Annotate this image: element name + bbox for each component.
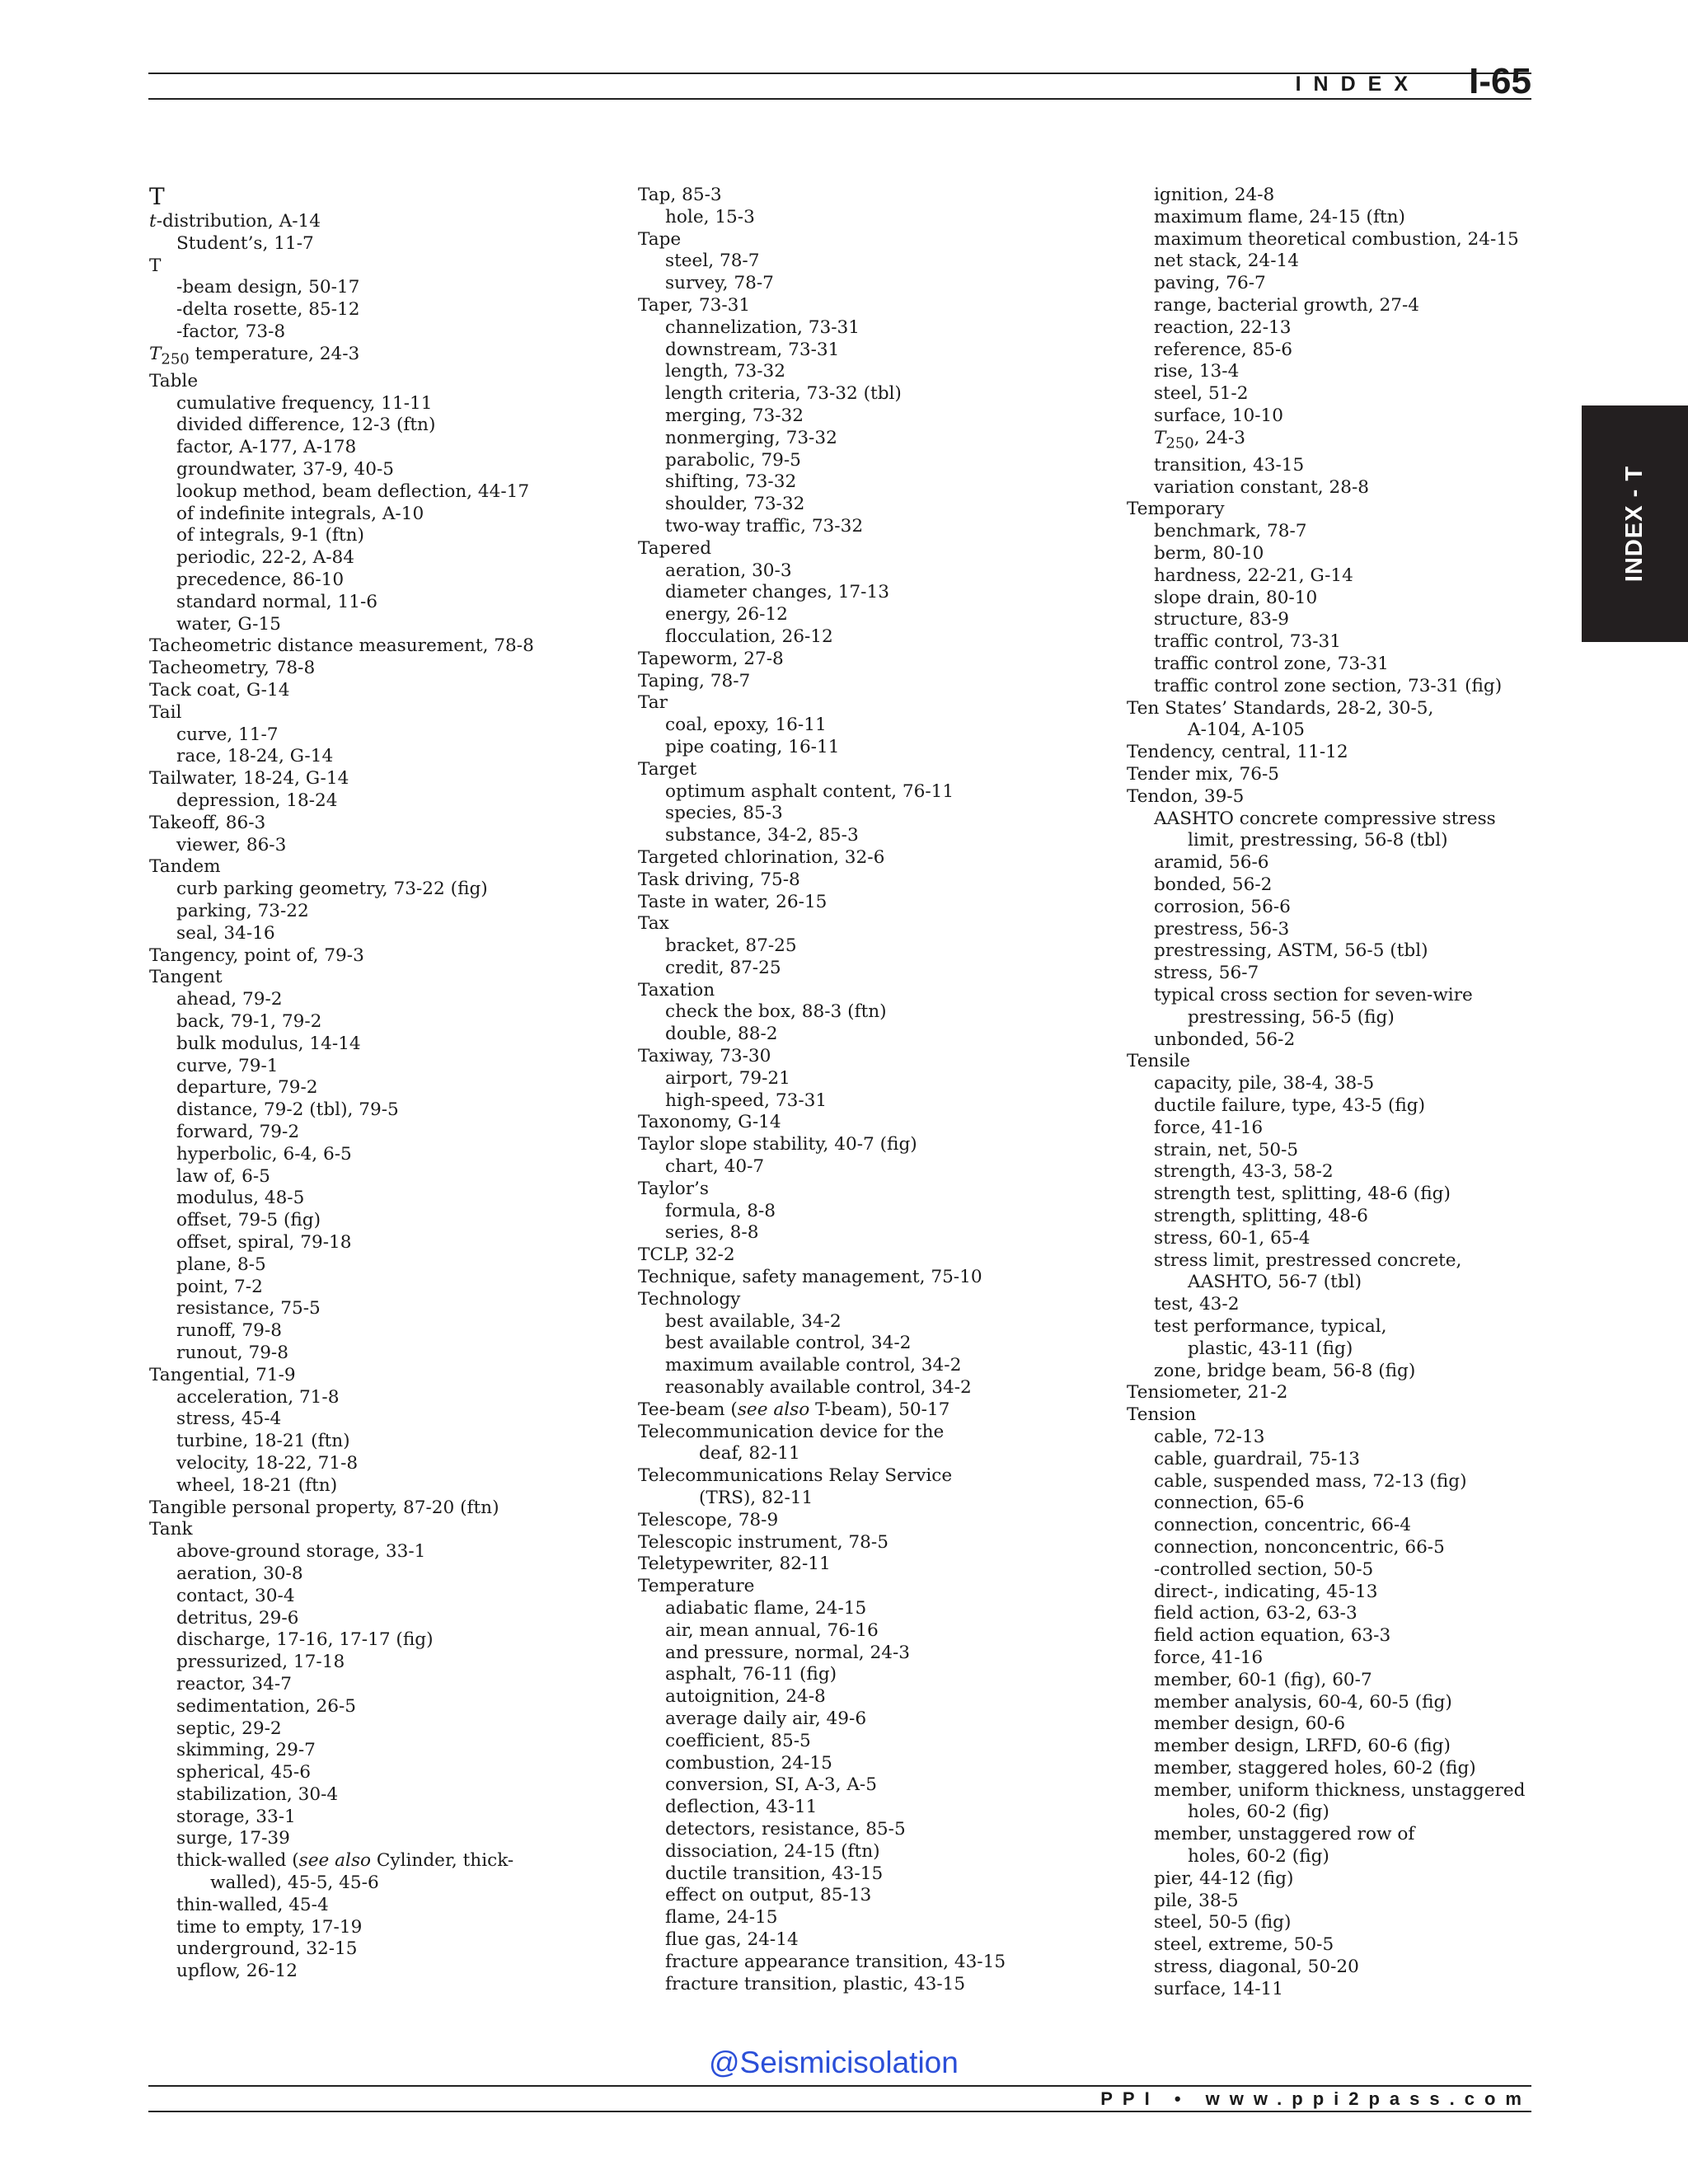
index-subentry: standard normal, 11-6 (176, 591, 377, 612)
index-heading: Tar (638, 692, 668, 714)
index-subentry: curb parking geometry, 73-22 (fig) (176, 879, 488, 900)
index-subentry: wheel, 18-21 (ftn) (176, 1474, 338, 1496)
index-subentry: stress limit, prestressed concrete, (1154, 1249, 1462, 1271)
index-subentry: autoignition, 24-8 (665, 1686, 826, 1708)
index-subentry: maximum available control, 34-2 (665, 1355, 962, 1376)
footer-publisher: PPI • www.ppi2pass.com (1100, 2088, 1531, 2109)
index-heading: Table (149, 370, 199, 391)
index-subentry: stress, diagonal, 50-20 (1154, 1957, 1359, 1978)
index-subentry: prestressing, ASTM, 56-5 (tbl) (1154, 940, 1428, 962)
index-subentry: sedimentation, 26-5 (176, 1695, 357, 1717)
index-subentry: walled), 45-5, 45-6 (210, 1872, 379, 1894)
index-subentry: pier, 44-12 (fig) (1154, 1868, 1294, 1889)
index-subentry: turbine, 18-21 (ftn) (176, 1431, 350, 1452)
index-heading: Tax (638, 913, 669, 935)
header-rule-bottom (148, 98, 1531, 100)
footer-rule-top (148, 2085, 1531, 2087)
index-subentry: survey, 78-7 (665, 273, 774, 294)
index-subentry: bracket, 87-25 (665, 935, 797, 957)
index-subentry: range, bacterial growth, 27-4 (1154, 294, 1420, 316)
index-subentry: upflow, 26-12 (176, 1961, 298, 1982)
index-subentry: reasonably available control, 34-2 (665, 1377, 972, 1399)
index-subentry: connection, nonconcentric, 66-5 (1154, 1536, 1445, 1558)
index-heading: Tapeworm, 27-8 (638, 648, 784, 669)
index-subentry: direct-, indicating, 45-13 (1154, 1581, 1378, 1602)
index-subentry: $T_{250}$, 24-3 (1154, 427, 1246, 452)
index-subentry: septic, 29-2 (176, 1718, 282, 1739)
index-subentry: seal, 34-16 (176, 922, 275, 944)
index-subentry: offset, 79-5 (fig) (176, 1210, 321, 1231)
index-subentry: formula, 8-8 (665, 1200, 776, 1221)
index-subentry: precedence, 86-10 (176, 569, 345, 591)
index-subentry: best available, 34-2 (665, 1310, 842, 1332)
index-subentry: double, 88-2 (665, 1024, 778, 1045)
index-heading: Tender mix, 76-5 (1127, 764, 1280, 785)
index-subentry: pressurized, 17-18 (176, 1652, 345, 1673)
index-subentry: test, 43-2 (1154, 1294, 1240, 1315)
index-heading: Taping, 78-7 (638, 670, 751, 691)
header-page-number: I-65 (1469, 61, 1531, 101)
index-subentry: prestressing, 56-5 (fig) (1188, 1006, 1395, 1028)
index-subentry: airport, 79-21 (665, 1067, 790, 1089)
index-subentry: force, 41-16 (1154, 1117, 1264, 1138)
index-heading: Taylor slope stability, 40-7 (fig) (638, 1134, 917, 1155)
index-subentry: departure, 79-2 (176, 1077, 318, 1099)
index-subentry: maximum theoretical combustion, 24-15 (1154, 228, 1519, 250)
index-subentry: chart, 40-7 (665, 1156, 765, 1178)
index-heading: Technology (638, 1288, 741, 1310)
index-subentry: cable, suspended mass, 72-13 (fig) (1154, 1470, 1467, 1492)
index-subentry: flame, 24-15 (665, 1907, 778, 1929)
index-subentry: bonded, 56-2 (1154, 874, 1273, 896)
index-subentry: channelization, 73-31 (665, 316, 860, 338)
index-heading: Telecommunication device for the (638, 1421, 945, 1442)
footer-rule-bottom (148, 2111, 1531, 2112)
index-subentry: paving, 76-7 (1154, 273, 1266, 294)
index-heading: Tangent (149, 967, 223, 988)
index-subentry: connection, concentric, 66-4 (1154, 1515, 1412, 1536)
index-subentry: steel, extreme, 50-5 (1154, 1934, 1334, 1956)
index-subentry: A-104, A-105 (1188, 719, 1305, 741)
index-subentry: field action, 63-2, 63-3 (1154, 1603, 1357, 1624)
index-heading: Ten States’ Standards, 28-2, 30-5, (1127, 697, 1434, 719)
index-subentry: unbonded, 56-2 (1154, 1029, 1296, 1050)
index-subentry: diameter changes, 17-13 (665, 582, 889, 603)
index-heading: Tap, 85-3 (638, 185, 722, 205)
index-subentry: substance, 34-2, 85-3 (665, 825, 859, 846)
index-subentry: offset, spiral, 79-18 (176, 1231, 352, 1253)
index-subentry: typical cross section for seven-wire (1154, 985, 1473, 1005)
index-heading: Technique, safety management, 75-10 (638, 1267, 982, 1288)
index-subentry: average daily air, 49-6 (665, 1708, 867, 1729)
index-subentry: member, staggered holes, 60-2 (fig) (1154, 1757, 1476, 1779)
index-subentry: detritus, 29-6 (176, 1607, 299, 1629)
index-subentry: curve, 79-1 (176, 1055, 279, 1076)
index-subentry: parabolic, 79-5 (665, 449, 801, 471)
index-subentry: back, 79-1, 79-2 (176, 1011, 322, 1032)
index-subentry: forward, 79-2 (176, 1121, 300, 1142)
index-subentry: traffic control, 73-31 (1154, 631, 1341, 653)
index-subentry: variation constant, 28-8 (1154, 476, 1369, 498)
index-subentry: series, 8-8 (665, 1222, 759, 1244)
index-subentry: plastic, 43-11 (fig) (1188, 1338, 1353, 1359)
index-subentry: surge, 17-39 (176, 1828, 290, 1849)
index-subentry: member analysis, 60-4, 60-5 (fig) (1154, 1691, 1452, 1713)
index-subentry: curve, 11-7 (176, 724, 279, 745)
index-subentry: factor, A-177, A-178 (176, 437, 357, 458)
index-subentry: aeration, 30-3 (665, 560, 792, 581)
index-subentry: underground, 32-15 (176, 1938, 358, 1960)
index-subentry: reactor, 34-7 (176, 1673, 292, 1694)
index-subentry: member design, LRFD, 60-6 (fig) (1154, 1736, 1451, 1757)
index-subentry: cable, guardrail, 75-13 (1154, 1448, 1360, 1469)
index-subentry: contact, 30-4 (176, 1585, 295, 1606)
index-subentry: member design, 60-6 (1154, 1713, 1346, 1735)
index-subentry: acceleration, 71-8 (176, 1386, 340, 1408)
index-subentry: steel, 78-7 (665, 251, 760, 272)
index-subentry: asphalt, 76-11 (fig) (665, 1664, 837, 1685)
index-heading: Tank (149, 1519, 193, 1540)
index-heading: Tensiometer, 21-2 (1127, 1382, 1288, 1404)
index-subentry: steel, 50-5 (fig) (1154, 1912, 1292, 1933)
index-subentry: detectors, resistance, 85-5 (665, 1818, 906, 1840)
index-subentry: distance, 79-2 (tbl), 79-5 (176, 1099, 399, 1121)
index-heading: Taxonomy, G-14 (638, 1112, 781, 1133)
index-subentry: species, 85-3 (665, 803, 783, 824)
index-subentry: strength, splitting, 48-6 (1154, 1205, 1368, 1226)
index-subentry: shoulder, 73-32 (665, 494, 805, 515)
index-subentry: cable, 72-13 (1154, 1426, 1265, 1447)
index-heading: TCLP, 32-2 (638, 1244, 735, 1266)
index-subentry: best available control, 34-2 (665, 1333, 912, 1354)
index-heading: Taxiway, 73-30 (638, 1046, 771, 1067)
index-subentry: depression, 18-24 (176, 790, 338, 812)
index-subentry: slope drain, 80-10 (1154, 587, 1318, 608)
index-subentry: downstream, 73-31 (665, 339, 840, 360)
index-subentry: aeration, 30-8 (176, 1563, 303, 1584)
index-subentry: ductile failure, type, 43-5 (fig) (1154, 1094, 1426, 1116)
index-subentry: groundwater, 37-9, 40-5 (176, 459, 395, 480)
index-subentry: storage, 33-1 (176, 1806, 296, 1827)
index-subentry: Student’s, 11-7 (176, 232, 314, 254)
index-heading: Task driving, 75-8 (638, 869, 800, 890)
index-subentry: fracture appearance transition, 43-15 (665, 1951, 1006, 1972)
index-subentry: (TRS), 82-11 (699, 1488, 814, 1509)
index-subentry: high-speed, 73-31 (665, 1090, 828, 1111)
index-heading: Tapered (638, 537, 712, 559)
index-subentry: corrosion, 56-6 (1154, 896, 1291, 917)
index-subentry: hyperbolic, 6-4, 6-5 (176, 1143, 352, 1165)
header-section-word: INDEX (1295, 73, 1420, 96)
index-side-tab (1582, 405, 1688, 642)
index-subentry: water, G-15 (176, 613, 281, 635)
index-subentry: stabilization, 30-4 (176, 1783, 339, 1805)
index-subentry: deflection, 43-11 (665, 1797, 818, 1818)
index-subentry: -beam design, 50-17 (176, 277, 360, 298)
index-subentry: shifting, 73-32 (665, 471, 797, 493)
index-subentry: divided difference, 12-3 (ftn) (176, 415, 436, 436)
index-heading: Tacheometric distance measurement, 78-8 (149, 635, 534, 657)
index-subentry: thin-walled, 45-4 (176, 1894, 329, 1915)
index-subentry: stress, 60-1, 65-4 (1154, 1227, 1311, 1249)
index-heading: Tack coat, G-14 (149, 680, 290, 701)
index-subentry: aramid, 56-6 (1154, 852, 1269, 874)
index-subentry: holes, 60-2 (fig) (1188, 1802, 1329, 1823)
index-subentry: -factor, 73-8 (176, 321, 286, 342)
index-subentry: AASHTO, 56-7 (tbl) (1188, 1272, 1362, 1293)
index-subentry: check the box, 88-3 (ftn) (665, 1001, 887, 1023)
index-subentry: stress, 56-7 (1154, 963, 1259, 984)
index-subentry: stress, 45-4 (176, 1408, 282, 1430)
index-subentry: plane, 8-5 (176, 1254, 266, 1275)
section-letter: T (149, 183, 165, 210)
index-column-3 (1127, 185, 1555, 2001)
index-heading: Teletypewriter, 82-11 (638, 1554, 831, 1575)
index-subentry: lookup method, beam deflection, 44-17 (176, 480, 530, 502)
index-subentry: spherical, 45-6 (176, 1762, 311, 1783)
index-heading: Tail (149, 701, 182, 723)
index-subentry: ignition, 24-8 (1154, 185, 1275, 205)
index-heading: Tee-beam (see also T-beam), 50-17 (638, 1399, 950, 1420)
index-subentry: surface, 14-11 (1154, 1978, 1284, 1999)
index-subentry: viewer, 86-3 (176, 834, 287, 855)
index-subentry: of indefinite integrals, A-10 (176, 503, 424, 524)
index-subentry: merging, 73-32 (665, 405, 804, 426)
index-subentry: reaction, 22-13 (1154, 316, 1292, 338)
index-subentry: energy, 26-12 (665, 604, 788, 626)
index-subentry: force, 41-16 (1154, 1647, 1264, 1668)
index-subentry: benchmark, 78-7 (1154, 521, 1307, 542)
index-subentry: modulus, 48-5 (176, 1188, 305, 1209)
index-subentry: holes, 60-2 (fig) (1188, 1846, 1329, 1868)
index-subentry: length criteria, 73-32 (tbl) (665, 383, 902, 405)
index-subentry: ahead, 79-2 (176, 989, 283, 1010)
index-heading: Taste in water, 26-15 (638, 891, 828, 912)
index-subentry: surface, 10-10 (1154, 405, 1284, 426)
index-subentry: time to empty, 17-19 (176, 1916, 363, 1938)
index-subentry: AASHTO concrete compressive stress (1154, 808, 1496, 829)
index-subentry: hole, 15-3 (665, 206, 755, 227)
index-subentry: structure, 83-9 (1154, 609, 1290, 630)
index-heading: Tailwater, 18-24, G-14 (149, 768, 349, 790)
index-heading: Telescope, 78-9 (638, 1509, 779, 1530)
index-subentry: deaf, 82-11 (699, 1443, 800, 1465)
index-subentry: runout, 79-8 (176, 1342, 288, 1363)
index-heading: Telecommunications Relay Service (638, 1465, 953, 1487)
index-subentry: nonmerging, 73-32 (665, 427, 837, 448)
index-subentry: and pressure, normal, 24-3 (665, 1642, 911, 1663)
index-subentry: steel, 51-2 (1154, 383, 1249, 405)
index-subentry: strength test, splitting, 48-6 (fig) (1154, 1183, 1451, 1205)
index-subentry: conversion, SI, A-3, A-5 (665, 1774, 877, 1796)
index-heading: Taylor’s (638, 1178, 709, 1199)
index-subentry: berm, 80-10 (1154, 543, 1264, 565)
index-subentry: reference, 85-6 (1154, 339, 1292, 360)
index-subentry: fracture transition, plastic, 43-15 (665, 1973, 966, 1994)
index-subentry: traffic control zone section, 73-31 (fig) (1154, 675, 1503, 696)
index-subentry: member, uniform thickness, unstaggered (1154, 1779, 1526, 1801)
index-subentry: of integrals, 9-1 (ftn) (176, 525, 364, 546)
index-heading: Temperature (638, 1576, 755, 1597)
index-subentry: member, unstaggered row of (1154, 1824, 1415, 1845)
index-heading: Taper, 73-31 (638, 294, 751, 316)
index-heading: Tangency, point of, 79-3 (149, 944, 364, 966)
index-heading: Tension (1127, 1404, 1197, 1426)
index-subentry: transition, 43-15 (1154, 454, 1305, 476)
index-subentry: capacity, pile, 38-4, 38-5 (1154, 1073, 1375, 1094)
index-subentry: field action equation, 63-3 (1154, 1625, 1391, 1647)
index-subentry: coal, epoxy, 16-11 (665, 715, 827, 736)
index-heading: $T_{250}$ temperature, 24-3 (149, 343, 360, 368)
index-subentry: runoff, 79-8 (176, 1320, 282, 1342)
index-subentry: bulk modulus, 14-14 (176, 1033, 361, 1054)
index-column-1 (149, 185, 611, 1983)
side-tab-label: INDEX - T (1621, 465, 1648, 583)
index-subentry: above-ground storage, 33-1 (176, 1541, 426, 1563)
index-subentry: prestress, 56-3 (1154, 918, 1290, 940)
index-heading: Tacheometry, 78-8 (149, 658, 316, 679)
index-column-2 (638, 185, 1100, 1995)
index-subentry: credit, 87-25 (665, 957, 781, 978)
index-subentry: effect on output, 85-13 (665, 1885, 872, 1906)
index-subentry: cumulative frequency, 11-11 (176, 392, 433, 414)
index-subentry: limit, prestressing, 56-8 (tbl) (1188, 830, 1448, 851)
index-subentry: dissociation, 24-15 (ftn) (665, 1840, 880, 1862)
index-heading: Tendency, central, 11-12 (1127, 742, 1348, 763)
index-subentry: point, 7-2 (176, 1276, 263, 1297)
index-subentry: traffic control zone, 73-31 (1154, 654, 1389, 675)
index-subentry: thick-walled (see also Cylinder, thick- (176, 1850, 514, 1872)
index-heading: Tape (638, 228, 682, 250)
index-subentry: skimming, 29-7 (176, 1740, 316, 1761)
index-heading: Tangential, 71-9 (149, 1364, 296, 1385)
index-subentry: discharge, 17-16, 17-17 (fig) (176, 1629, 434, 1651)
index-subentry: test performance, typical, (1154, 1315, 1387, 1337)
index-subentry: rise, 13-4 (1154, 361, 1240, 382)
index-subentry: law of, 6-5 (176, 1165, 270, 1187)
index-subentry: pipe coating, 16-11 (665, 736, 840, 757)
index-heading: Tendon, 39-5 (1127, 785, 1245, 807)
index-subentry: combustion, 24-15 (665, 1752, 832, 1774)
index-subentry: pile, 38-5 (1154, 1890, 1239, 1911)
index-subentry: strength, 43-3, 58-2 (1154, 1161, 1334, 1183)
index-subentry: two-way traffic, 73-32 (665, 515, 864, 537)
index-subentry: hardness, 22-21, G-14 (1154, 565, 1353, 586)
index-subentry: -controlled section, 50-5 (1154, 1558, 1374, 1580)
index-heading: T (149, 255, 162, 276)
index-subentry: flue gas, 24-14 (665, 1929, 799, 1950)
index-subentry: connection, 65-6 (1154, 1493, 1305, 1514)
index-heading: Targeted chlorination, 32-6 (638, 846, 885, 868)
index-subentry: adiabatic flame, 24-15 (665, 1598, 867, 1619)
index-heading: Tandem (149, 856, 221, 878)
index-subentry: member, 60-1 (fig), 60-7 (1154, 1669, 1372, 1690)
index-heading: Tangible personal property, 87-20 (ftn) (149, 1497, 499, 1518)
index-subentry: ductile transition, 43-15 (665, 1863, 884, 1884)
index-subentry: optimum asphalt content, 76-11 (665, 780, 954, 802)
watermark: @Seismicisolation (709, 2046, 959, 2079)
index-heading: Telescopic instrument, 78-5 (638, 1531, 889, 1553)
index-subentry: flocculation, 26-12 (665, 626, 833, 647)
index-subentry: velocity, 18-22, 71-8 (176, 1452, 359, 1474)
index-heading: t-distribution, A-14 (149, 211, 321, 232)
index-subentry: coefficient, 85-5 (665, 1730, 811, 1751)
index-subentry: race, 18-24, G-14 (176, 746, 334, 767)
index-heading: Tensile (1127, 1051, 1191, 1072)
index-heading: Target (638, 758, 697, 780)
index-heading: Taxation (638, 979, 715, 1001)
index-subentry: net stack, 24-14 (1154, 251, 1300, 272)
index-subentry: maximum flame, 24-15 (ftn) (1154, 206, 1405, 227)
index-subentry: resistance, 75-5 (176, 1298, 321, 1319)
index-heading: Takeoff, 86-3 (149, 812, 266, 833)
index-subentry: air, mean annual, 76-16 (665, 1619, 879, 1641)
index-subentry: parking, 73-22 (176, 901, 309, 922)
index-subentry: periodic, 22-2, A-84 (176, 547, 354, 569)
index-heading: Temporary (1127, 499, 1225, 520)
index-subentry: -delta rosette, 85-12 (176, 299, 360, 321)
index-subentry: length, 73-32 (665, 361, 785, 382)
index-subentry: zone, bridge beam, 56-8 (fig) (1154, 1360, 1416, 1381)
index-subentry: strain, net, 50-5 (1154, 1139, 1299, 1160)
